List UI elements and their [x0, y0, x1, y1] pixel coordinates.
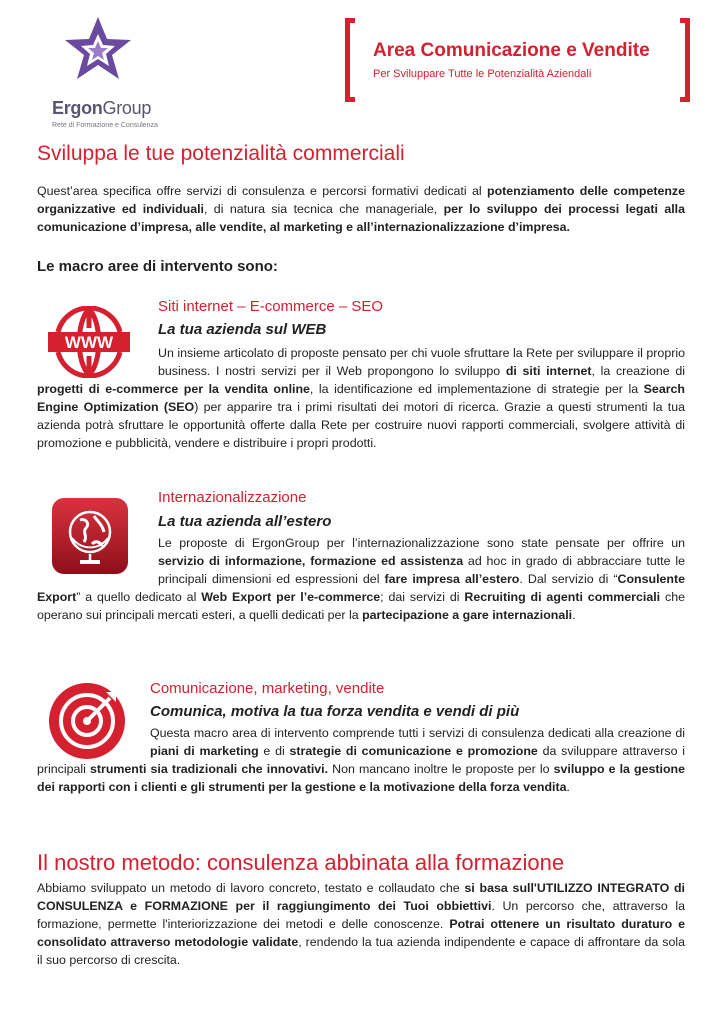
section-title-web: Siti internet – E-commerce – SEO [158, 298, 384, 315]
area-title: Area Comunicazione e Vendite [373, 40, 650, 61]
section-subtitle-web: La tua azienda sul WEB [158, 321, 327, 338]
area-subtitle: Per Sviluppare Tutte le Potenzialità Aziendali [373, 68, 592, 80]
section-subtitle-international: La tua azienda all’estero [158, 513, 332, 530]
logo-tagline: Rete di Formazione e Consulenza [52, 122, 158, 129]
page-title: Sviluppa le tue potenzialità commerciali [37, 142, 405, 165]
svg-text:WWW: WWW [64, 333, 114, 352]
logo-wordmark: ErgonGroup [52, 98, 152, 118]
intro-paragraph: Quest’area specifica offre servizi di consulenza e percorsi formativi dedicati al potenziamento delle competenze organizzative ed individuali, di natura sia tecnica che manageriale, per lo sviluppo dei processi legati alla comunicazione d’impresa, alle vendite, al marketing e all’internazionalizzazione d’impresa. [37, 184, 686, 234]
left-bracket [345, 18, 355, 102]
section-text-web: Un insieme articolato di proposte pensato per chi vuole sfruttare la Rete per sviluppare il proprio business. I nostri servizi per il Web propongono lo sviluppo di siti internet, la creazione di progetti di e-commerce per la vendita online, la identificazione ed implementazione di strategie per la Search Engine Optimization (SEO) per apparire tra i primi risultati dei motori di ricerca. Grazie a questi strumenti la tua azienda potrà sfruttare le opportunità offerte dalla Rete per costruire nuovi rapporti commerciali, svolgere attività di promozione e pubblicità, vendere e distribuire i propri prodotti. [37, 346, 686, 450]
star-logo-icon [62, 14, 134, 86]
method-heading: Il nostro metodo: consulenza abbinata alla formazione [37, 850, 565, 875]
section-title-international: Internazionalizzazione [158, 489, 307, 506]
area-header [345, 18, 690, 102]
section-title-marketing: Comunicazione, marketing, vendite [150, 680, 385, 697]
right-bracket [680, 18, 690, 102]
macro-areas-heading: Le macro aree di intervento sono: [37, 258, 278, 275]
section-subtitle-marketing: Comunica, motiva la tua forza vendita e vendi di più [150, 703, 520, 720]
method-paragraph: Abbiamo sviluppato un metodo di lavoro concreto, testato e collaudato che si basa sull'UTILIZZO INTEGRATO di CONSULENZA e FORMAZIONE per il raggiungimento dei Tuoi obbiettivi. Un percorso che, attraverso la formazione, permette l'interiorizzazione dei metodi e delle conoscenze. Potrai ottenere un risultato duraturo e consolidato attraverso metodologie validate, rendendo la tua azienda indipendente e capace di affrontare da sola il suo percorso di crescita. [37, 881, 686, 967]
section-text-marketing: Questa macro area di intervento comprende tutti i servizi di consulenza dedicati alla creazione di piani di marketing e di strategie di comunicazione e promozione da sviluppare attraverso i principali strumenti sia tradizionali che innovativi. Non mancano inoltre le proposte per lo sviluppo e la gestione dei rapporti con i clienti e gli strumenti per la gestione e la motivazione della forza vendita. [37, 726, 685, 794]
ergongroup-logo [48, 14, 158, 129]
section-text-international: Le proposte di ErgonGroup per l’internazionalizzazione sono state pensate per offrire un servizio di informazione, formazione ed assistenza ad hoc in grado di abbracciare tutte le principali dimensioni ed espressioni del fare impresa all’estero. Dal servizio di “Consulente Export” a quello dedicato al Web Export per l’e-commerce; dai servizi di Recruiting di agenti commerciali che operano sui principali mercati esteri, a quelli dedicati per la partecipazione a gare internazionali. [37, 536, 685, 622]
